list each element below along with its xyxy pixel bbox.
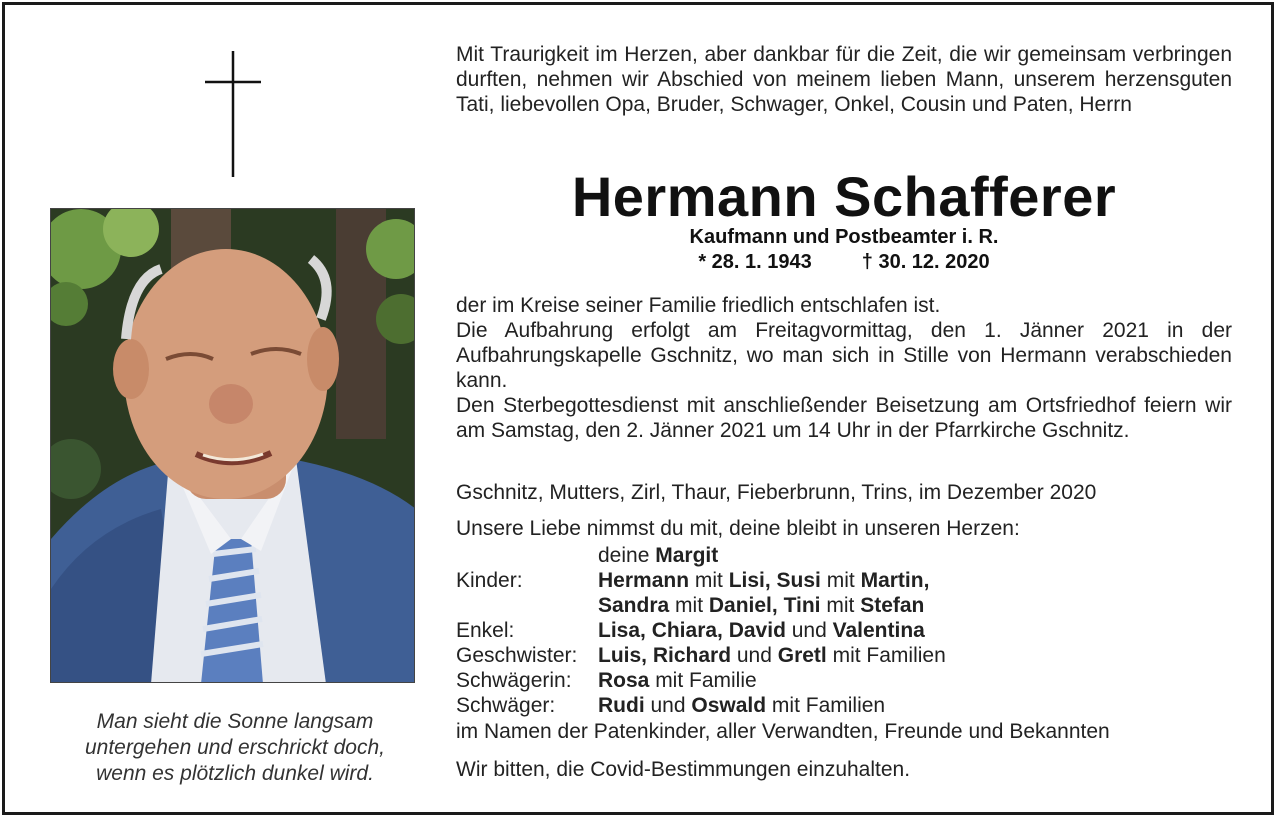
family-names <box>598 693 885 718</box>
person-name: Lisa, Chiara, David <box>598 619 786 642</box>
person-name: Rosa <box>598 669 650 692</box>
family-names <box>598 593 924 618</box>
connector-text: mit Familien <box>826 644 946 667</box>
person-name: Gretl <box>777 644 827 667</box>
family-names <box>598 668 757 693</box>
family-label: Geschwister: <box>456 644 578 667</box>
family-label: Schwägerin: <box>456 669 572 692</box>
portrait-photo <box>50 208 415 683</box>
person-name: Valentina <box>832 619 925 642</box>
closing-line: im Namen der Patenkinder, aller Verwandten, Freunde und Bekannten <box>456 720 1110 743</box>
person-name: Sandra <box>598 594 670 617</box>
death-date: † 30. 12. 2020 <box>861 251 990 273</box>
body-paragraph: Die Aufbahrung erfolgt am Freitagvormittag, den 1. Jänner 2021 in der Aufbahrungskapelle Gschnitz, wo man sich in Stille von Hermann verabschieden kann. <box>456 319 1232 392</box>
connector-text: und <box>644 694 692 717</box>
connector-text: mit <box>820 594 861 617</box>
cross-icon <box>203 49 263 179</box>
person-name: Martin, <box>860 569 930 592</box>
person-name: Daniel, Tini <box>708 594 821 617</box>
spouse-name: Margit <box>655 544 719 567</box>
person-name: Rudi <box>598 694 645 717</box>
love-line: Unsere Liebe nimmst du mit, deine bleibt in unseren Herzen: <box>456 517 1020 540</box>
person-name: Hermann <box>598 569 690 592</box>
body-paragraph: Den Sterbegottesdienst mit anschließender Beisetzung am Ortsfriedhof feiern wir am Samstag, den 2. Jänner 2021 um 14 Uhr in der Pfarrkirche Gschnitz. <box>456 394 1232 442</box>
connector-text: mit <box>820 569 861 592</box>
family-row-grandchildren <box>456 618 1236 643</box>
mourners-list <box>456 543 1236 718</box>
family-row-siblings <box>456 643 1236 668</box>
quote-line: wenn es plötzlich dunkel wird. <box>96 762 374 785</box>
family-names <box>598 618 925 643</box>
connector-text: mit Familien <box>766 694 886 717</box>
family-row-children <box>456 568 1236 593</box>
connector-text: und <box>785 619 833 642</box>
family-row-sister-in-law <box>456 668 1236 693</box>
occupation: Kaufmann und Postbeamter i. R. <box>689 226 999 248</box>
connector-text: und <box>731 644 778 667</box>
person-name: Lisi, Susi <box>728 569 821 592</box>
family-row-brothers-in-law <box>456 693 1236 718</box>
person-name: Stefan <box>860 594 925 617</box>
person-name: Oswald <box>691 694 767 717</box>
deceased-name: Hermann Schafferer <box>571 165 1117 228</box>
family-label: Schwäger: <box>456 694 556 717</box>
connector-text: mit <box>669 594 709 617</box>
family-row-spouse <box>456 543 1236 568</box>
announcement-body <box>456 293 1232 443</box>
spouse-prefix: deine <box>598 544 656 567</box>
person-name: Luis, Richard <box>598 644 732 667</box>
places-and-date: Gschnitz, Mutters, Zirl, Thaur, Fieberbrunn, Trins, im Dezember 2020 <box>456 481 1097 504</box>
family-row-children-2 <box>456 593 1236 618</box>
connector-text: mit <box>689 569 729 592</box>
quote-line: Man sieht die Sonne langsam <box>96 710 374 733</box>
memorial-quote <box>35 709 435 787</box>
quote-line: untergehen und erschrickt doch, <box>84 736 386 759</box>
life-dates <box>456 250 1232 275</box>
family-label: Enkel: <box>456 619 515 642</box>
body-paragraph: der im Kreise seiner Familie friedlich entschlafen ist. <box>456 294 941 317</box>
intro-paragraph: Mit Traurigkeit im Herzen, aber dankbar für die Zeit, die wir gemeinsam verbringen durften, nehmen wir Abschied von meinem lieben Mann, unserem herzensguten Tati, liebevollen Opa, Bruder, Schwager, Onkel, Cousin und Paten, Herrn <box>456 43 1232 116</box>
connector-text: mit Familie <box>649 669 757 692</box>
covid-note: Wir bitten, die Covid-Bestimmungen einzuhalten. <box>456 758 911 781</box>
family-label: Kinder: <box>456 569 523 592</box>
family-names <box>598 568 929 593</box>
birth-date: * 28. 1. 1943 <box>698 251 812 273</box>
family-names <box>598 643 946 668</box>
